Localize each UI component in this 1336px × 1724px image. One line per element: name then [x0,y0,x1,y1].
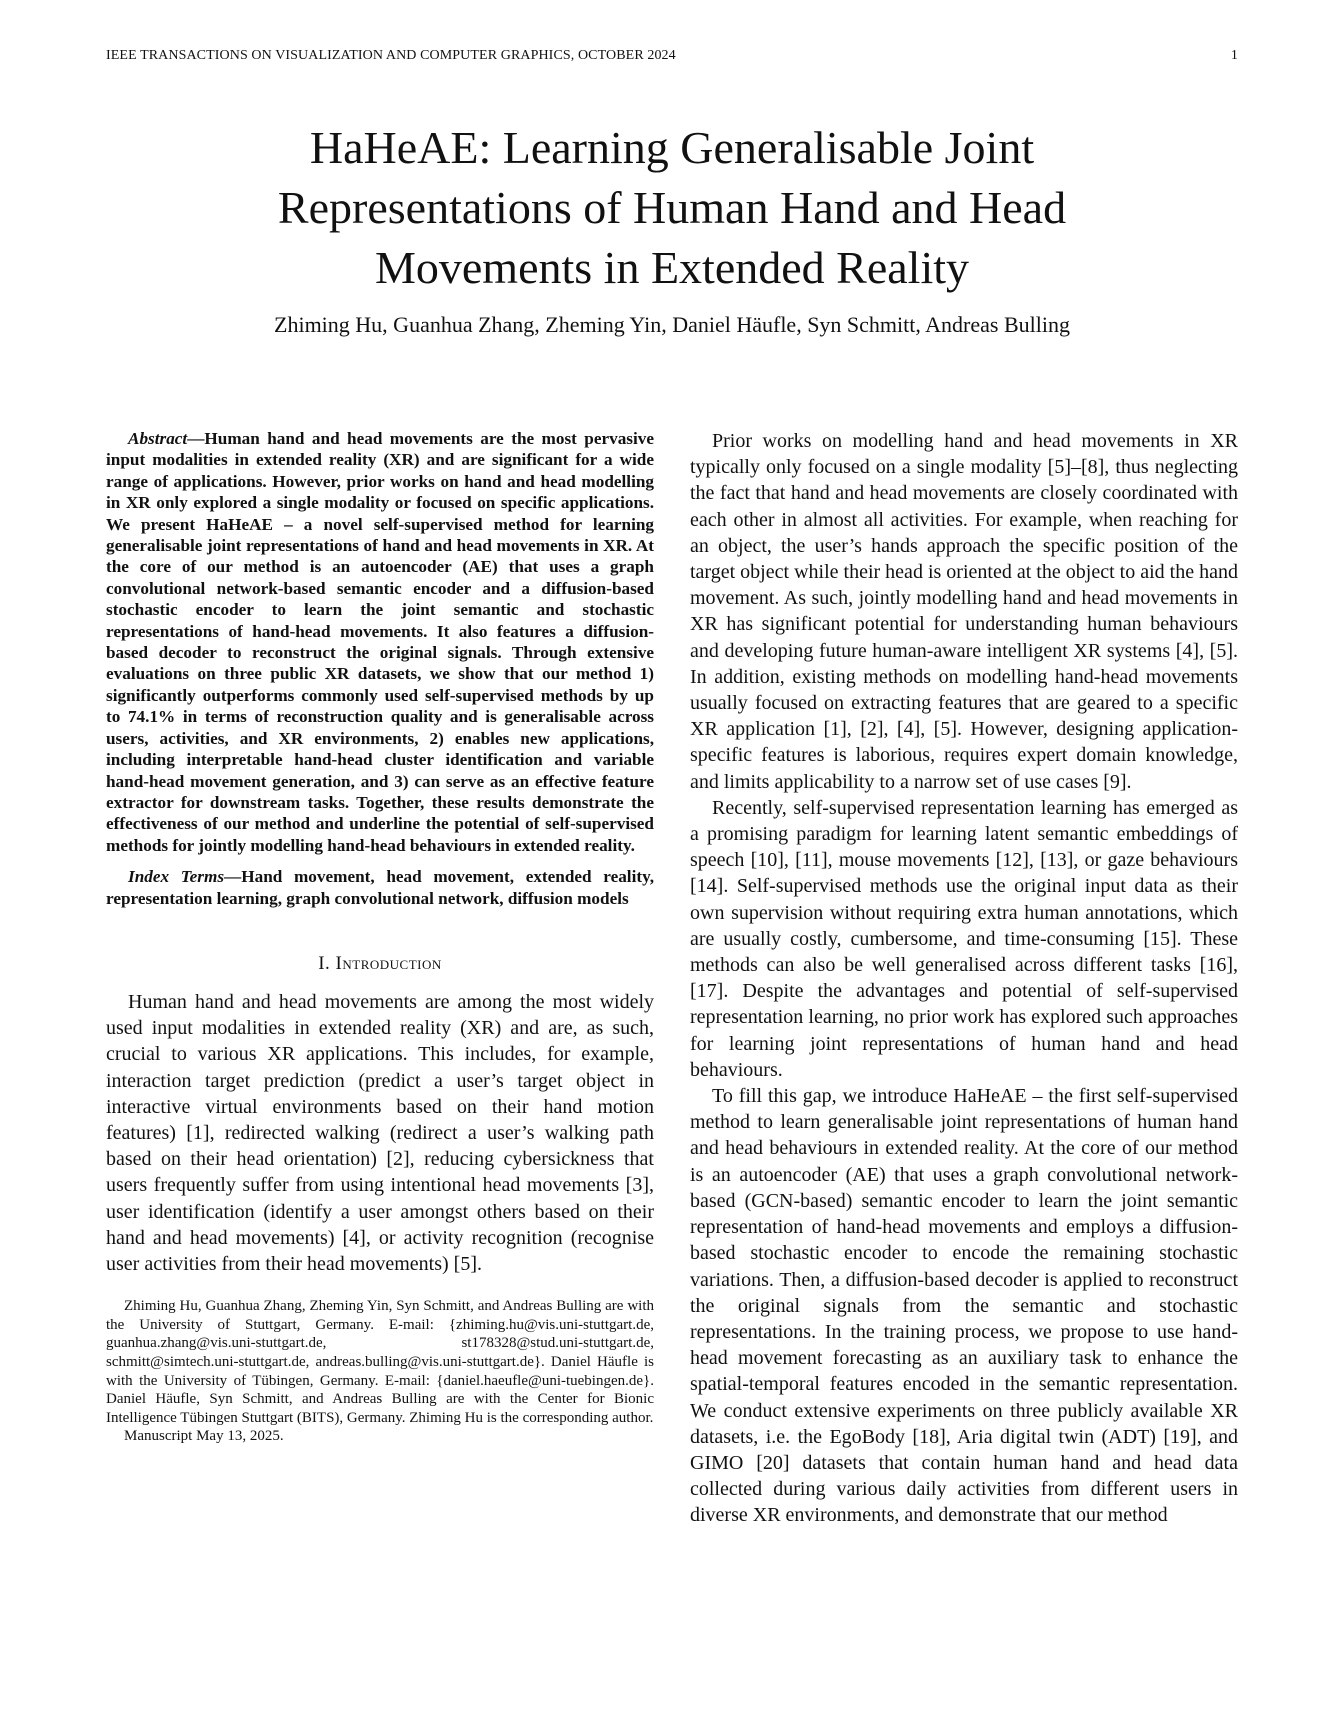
abstract [106,428,654,856]
abstract-text: —Human hand and head movements are the most pervasive input modalities in extended reality (XR) and are significant for a wide range of applications. However, prior works on hand and head modelling in XR only explored a single modality or focused on specific applications. We present HaHeAE – a novel self-supervised method for learning generalisable joint representations of hand and head movements in XR. At the core of our method is an autoencoder (AE) that uses a graph convolutional network-based semantic encoder and a diffusion-based stochastic encoder to learn the joint semantic and stochastic representations of hand-head movements. It also features a diffusion-based decoder to reconstruct the original signals. Through extensive evaluations on three public XR datasets, we show that our method 1) significantly outperforms commonly used self-supervised methods by up to 74.1% in terms of reconstruction quality and is generalisable across users, activities, and XR environments, 2) enables new applications, including interpretable hand-head cluster identification and variable hand-head movement generation, and 3) can serve as an effective feature extractor for downstream tasks. Together, these results demonstrate the effectiveness of our method and underline the potential of self-supervised methods for jointly modelling hand-head behaviours in extended reality. [106,429,654,855]
title-line-2: Representations of Human Hand and Head [277,182,1067,233]
footnote-affiliation: Zhiming Hu, Guanhua Zhang, Zheming Yin, Syn Schmitt, and Andreas Bulling are with the University of Stuttgart, Germany. E-mail: {zhiming.hu@vis.uni-stuttgart.de, guanhua.zhang@vis.uni-stuttgart.de, st178328@stud.uni-stuttgart.de, schmitt@simtech.uni-stuttgart.de, andreas.bulling@vis.uni-stuttgart.de}. Daniel Häufle is with the University of Tübingen, Germany. E-mail: {daniel.haeufle@uni-tuebingen.de}. Daniel Häufle, Syn Schmitt, and Andreas Bulling are with the Center for Bionic Intelligence Tübingen Stuttgart (BITS), Germany. Zhiming Hu is the corresponding author. [106,1298,654,1426]
index-terms-label: Index Terms [128,867,225,887]
title-line-1: HaHeAE: Learning Generalisable Joint [309,122,1035,173]
footnote-manuscript-date: Manuscript May 13, 2025. [124,1428,284,1445]
intro-paragraph-3: Recently, self-supervised representation learning has emerged as a promising paradigm for learning latent semantic embeddings of speech [10], [11], mouse movements [12], [13], or gaze behaviours [14]. Self-supervised methods use the original input data as their own supervision without requiring extra human annotations, which are usually costly, cumbersome, and time-consuming [15]. These methods can also be well generalised across different tasks [16], [17]. Despite the advantages and potential of self-supervised representation learning, no prior work has explored such approaches for learning joint representations of human hand and head behaviours. [690,796,1238,1081]
index-terms [106,866,654,909]
section-numeral: I. [318,952,336,974]
index-terms-text: —Hand movement, head movement, extended reality, representation learning, graph convolutional network, diffusion models [106,867,655,908]
author-list: Zhiming Hu, Guanhua Zhang, Zheming Yin, Daniel Häufle, Syn Schmitt, Andreas Bulling [274,312,1070,337]
abstract-label: Abstract [128,429,188,448]
intro-left-body [106,989,654,1277]
left-column [106,428,654,1446]
section-title: Introduction [335,952,442,974]
intro-right-body [690,428,1238,1529]
section-heading-introduction [106,953,654,975]
right-column [690,428,1238,1529]
paper-title [106,118,1238,298]
page-number: 1 [1230,48,1238,63]
footnote [106,1297,654,1446]
running-header [106,48,1238,64]
journal-name: IEEE TRANSACTIONS ON VISUALIZATION AND COMPUTER GRAPHICS, OCTOBER 2024 [106,48,676,63]
intro-paragraph-2: Prior works on modelling hand and head movements in XR typically only focused on a single modality [5]–[8], thus neglecting the fact that hand and head movements are closely coordinated with each other in almost all activities. For example, when reaching for an object, the user’s hands approach the specific position of the target object while their head is oriented at the object to aid the hand movement. As such, jointly modelling hand and head movements in XR has significant potential for understanding human behaviours and developing future human-aware intelligent XR systems [4], [5]. In addition, existing methods on modelling hand-head movements usually focused on extracting features that are geared to a specific XR application [1], [2], [4], [5]. However, designing application-specific features is laborious, requires expert domain knowledge, and limits applicability to a narrow set of use cases [9]. [690,430,1238,793]
title-line-3: Movements in Extended Reality [374,242,970,293]
intro-paragraph-1: Human hand and head movements are among the most widely used input modalities in extended reality (XR) and are, as such, crucial to various XR applications. This includes, for example, interaction target prediction (predict a user’s target object in interactive virtual environments based on their hand motion features) [1], redirected walking (redirect a user’s walking path based on their head orientation) [2], reducing cybersickness that users frequently suffer from using intentional head movements [3], user identification (identify a user amongst others based on their hand and head movements) [4], or activity recognition (recognise user activities from their head movements) [5]. [106,990,654,1275]
intro-paragraph-4: To fill this gap, we introduce HaHeAE – the first self-supervised method to learn generalisable joint representations of human hand and head behaviours in extended reality. At the core of our method is an autoencoder (AE) that uses a graph convolutional network-based (GCN-based) semantic encoder to learn the joint semantic representation of hand-head movements and employs a diffusion-based stochastic encoder to encode the remaining stochastic variations. Then, a diffusion-based decoder is applied to reconstruct the original signals from the semantic and stochastic representations. In the training process, we propose to use hand-head movement forecasting as an auxiliary task to enhance the spatial-temporal features encoded in the semantic representation. We conduct extensive experiments on three publicly available XR datasets, i.e. the EgoBody [18], Aria digital twin (ADT) [19], and GIMO [20] datasets that contain human hand and head data collected during various daily activities from different users in diverse XR environments, and demonstrate that our method [690,1085,1238,1527]
